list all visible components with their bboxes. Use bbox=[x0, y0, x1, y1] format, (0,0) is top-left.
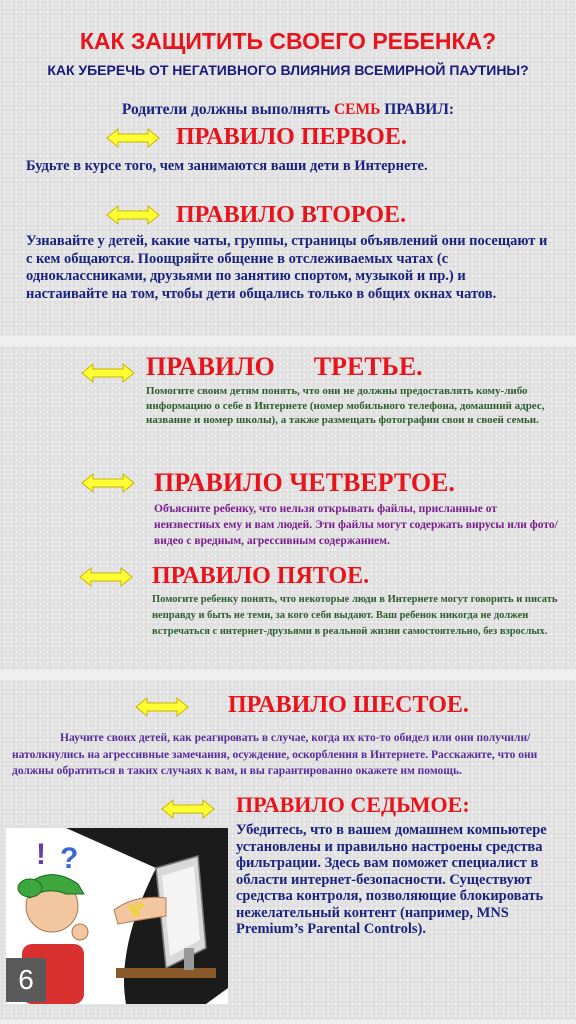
rule-3-title: ПРАВИЛО ТРЕТЬЕ. bbox=[146, 352, 423, 381]
rule-1-title: ПРАВИЛО ПЕРВОЕ. bbox=[176, 124, 407, 150]
rule-3-text: Помогите своим детям понять, что они не должны предоставлять кому-либо информацию о себе в Интернете (номер мобильного телефона, домашний адрес, название и номер школы), а также размещать фотографии свои и своей семьи. bbox=[146, 385, 545, 426]
page-number-badge: 6 bbox=[6, 958, 46, 1002]
intro-before: Родители должны выполнять bbox=[121, 101, 334, 118]
rule-7-title: ПРАВИЛО СЕДЬМОЕ: bbox=[236, 792, 470, 817]
rule-6-text: Научите своих детей, как реагировать в случае, когда их кто-то обидел или они получили/натолкнулись на агрессивные замечания, осуждение, оскорбления в Интернете. Расскажите, что они должны обратиться в таких случаях к вам, и вы гарантированно окажете им помощь. bbox=[12, 732, 538, 777]
double-arrow-icon bbox=[106, 204, 160, 226]
page-subtitle: КАК УБЕРЕЧЬ ОТ НЕГАТИВНОГО ВЛИЯНИЯ ВСЕМИРНОЙ ПАУТИНЫ? bbox=[47, 62, 529, 78]
rule-2-text: Узнавайте у детей, какие чаты, группы, страницы объявлений они посещают и с кем общаются. Поощряйте общение в отслеживаемых чатах (с одноклассниками, друзьями по занятию спортом, музыкой и пр.) и настаивайте на том, чтобы дети общались только в общих окнах чатов. bbox=[26, 233, 548, 302]
rule-4-title: ПРАВИЛО ЧЕТВЕРТОЕ. bbox=[154, 468, 455, 497]
rule-7-text: Убедитесь, что в вашем домашнем компьютере установлены и правильно настроены средства фильтрации. Здесь вам поможет специалист в области интернет-безопасности. Существуют средства контроля, позволяющие блокировать нежелательный контент (например, MNS Premium’s Parental Controls). bbox=[236, 822, 547, 937]
rule-6-title: ПРАВИЛО ШЕСТОЕ. bbox=[228, 692, 469, 718]
double-arrow-icon bbox=[80, 362, 136, 384]
svg-text:!: ! bbox=[36, 838, 46, 871]
svg-text:?: ? bbox=[60, 842, 79, 875]
rule-5-text: Помогите ребенку понять, что некоторые люди в Интернете могут говорить и писать неправду и быть не теми, за кого себя выдают. Ваш ребенок никогда не должен встречаться с интернет-друзьями в реальной жизни самостоятельно, без взрослых. bbox=[152, 594, 558, 637]
double-arrow-icon bbox=[106, 127, 160, 149]
rule-1-text: Будьте в курсе того, чем занимаются ваши дети в Интернете. bbox=[26, 158, 428, 174]
rule-4-text: Объясните ребенку, что нельзя открывать файлы, присланные от неизвестных ему и вам людей. Эти файлы могут содержать вирусы или фото/видео с вредным, агрессивным содержанием. bbox=[154, 503, 558, 547]
double-arrow-icon bbox=[78, 566, 134, 588]
double-arrow-icon bbox=[160, 798, 216, 820]
intro-line bbox=[0, 101, 576, 119]
intro-after: ПРАВИЛ: bbox=[380, 101, 455, 118]
intro-highlight: СЕМЬ bbox=[333, 101, 381, 118]
double-arrow-icon bbox=[134, 696, 190, 718]
double-arrow-icon bbox=[80, 472, 136, 494]
rule-2-title: ПРАВИЛО ВТОРОЕ. bbox=[176, 202, 407, 228]
rule-5-title: ПРАВИЛО ПЯТОЕ. bbox=[152, 563, 370, 589]
page-title: КАК ЗАЩИТИТЬ СВОЕГО РЕБЕНКА? bbox=[79, 28, 497, 54]
